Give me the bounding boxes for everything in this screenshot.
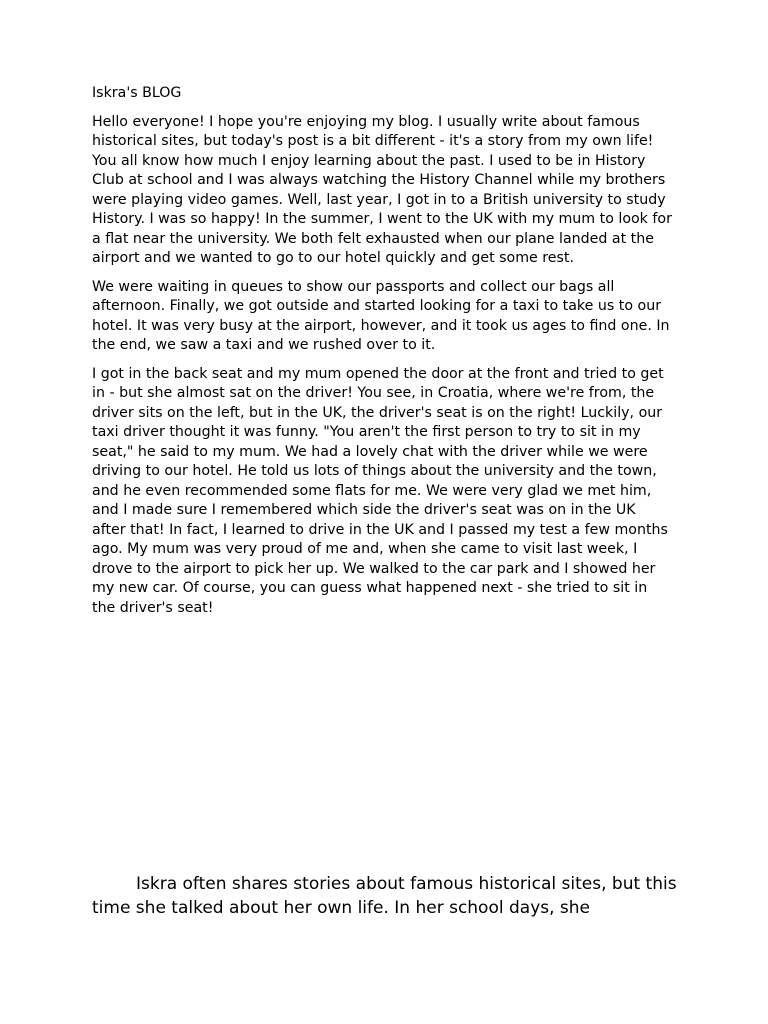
paragraph-2: We were waiting in queues to show our passports and collect our bags all afternoon. Finally, we got outside and started looking for a taxi to take us to our hotel. It was very busy at the airport, however, and it took us ages to find one. In the end, we saw a taxi and we rushed over to it. [92,278,670,353]
blog-title: Iskra's BLOG [92,85,182,101]
blog-post [92,84,672,627]
paragraph-3: I got in the back seat and my mum opened the door at the front and tried to get in - but she almost sat on the driver! You see, in Croatia, where we're from, the driver sits on the left, but in the UK, the driver's seat is on the right! Luckily, our taxi driver thought it was funny. "You aren't the first person to try to sit in my seat," he said to my mum. We had a lovely chat with the driver while we were driving to our hotel. He told us lots of things about the university and the town, and he even recommended some flats for me. We were very glad we met him, and I made sure I remembered which side the driver's seat was on in the UK after that! In fact, I learned to drive in the UK and I passed my test a few months ago. My mum was very proud of me and, when she came to visit last week, I drove to the airport to pick her up. We walked to the car park and I showed her my new car. Of course, you can guess what happened next - she tried to sit in the driver's seat! [92,365,668,616]
summary-paragraph: Iskra often shares stories about famous historical sites, but this time she talked about her own life. In her school days, she [92,874,677,918]
paragraph-1: Hello everyone! I hope you're enjoying my blog. I usually write about famous historical sites, but today's post is a bit different - it's a story from my own life! You all know how much I enjoy learning about the past. I used to be in History Club at school and I was always watching the History Channel while my brothers were playing video games. Well, last year, I got in to a British university to study History. I was so happy! In the summer, I went to the UK with my mum to look for a flat near the university. We both felt exhausted when our plane landed at the airport and we wanted to go to our hotel quickly and get some rest. [92,113,672,266]
